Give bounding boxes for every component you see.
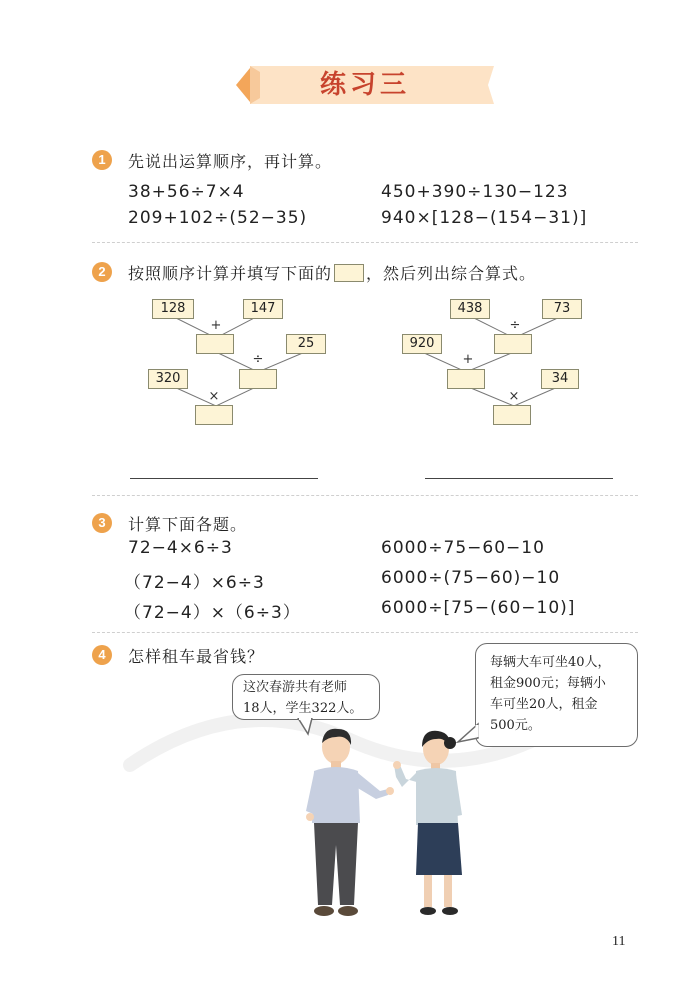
bubble-woman-line-1: 每辆大车可坐40人， (490, 655, 611, 670)
bubble-man-line-2: 18人，学生322人。 (243, 701, 363, 716)
section-2-number: 2 (92, 262, 112, 282)
title-banner (236, 62, 494, 108)
left-op-3: × (208, 389, 220, 404)
left-top-b: 147 (243, 299, 283, 319)
right-top-a: 438 (450, 299, 490, 319)
divider (92, 495, 638, 496)
right-op-1: ÷ (509, 318, 521, 333)
page-number: 11 (612, 934, 626, 949)
section-3-number: 3 (92, 513, 112, 533)
bubble-man-line-1: 这次春游共有老师 (243, 680, 348, 695)
left-op-1: + (210, 318, 222, 333)
section-1-expr-4: 940×[128−(154−31)] (381, 208, 588, 228)
section-3-expr-1: 72−4×6÷3 (128, 538, 233, 558)
section-3-expr-6: 6000÷[75−(60−10)] (381, 598, 576, 618)
right-result-3-box[interactable] (493, 405, 531, 425)
section-1-expr-2: 450+390÷130−123 (381, 182, 569, 202)
right-op-2: + (462, 352, 474, 367)
section-2-prompt-before: 按照顺序计算并填写下面的 (128, 264, 333, 283)
section-3-expr-3: （72−4）×6÷3 (124, 573, 265, 593)
right-mid-a: 920 (402, 334, 442, 354)
left-result-3-box[interactable] (195, 405, 233, 425)
divider (92, 242, 638, 243)
right-low-b: 34 (541, 369, 579, 389)
left-op-2: ÷ (252, 352, 264, 367)
section-2-prompt-after: ，然后列出综合算式。 (366, 264, 537, 283)
left-result-1-box[interactable] (196, 334, 234, 354)
left-top-a: 128 (152, 299, 194, 319)
left-answer-line[interactable] (130, 478, 318, 479)
left-tree-lines (140, 300, 340, 430)
right-result-2-box[interactable] (447, 369, 485, 389)
speech-bubble-woman (475, 643, 638, 747)
page-title: 练习三 (319, 70, 410, 100)
section-1-expr-1: 38+56÷7×4 (128, 182, 245, 202)
left-mid-b: 25 (286, 334, 326, 354)
section-3-expr-5: （72−4）×（6÷3） (124, 603, 301, 623)
section-3-expr-2: 6000÷75−60−10 (381, 538, 545, 558)
section-3-prompt: 计算下面各题。 (128, 515, 248, 534)
bubble-woman-line-2: 租金900元；每辆小 (490, 676, 606, 691)
teacher-woman-illustration (392, 725, 482, 930)
right-top-b: 73 (542, 299, 582, 319)
speech-bubble-man (232, 674, 380, 720)
bubble-woman-line-3: 车可坐20人，租金 (490, 697, 598, 712)
section-2-prompt (128, 261, 536, 284)
inline-empty-box (334, 264, 364, 282)
section-4-prompt: 怎样租车最省钱？ (128, 647, 265, 666)
right-op-3: × (508, 389, 520, 404)
section-1-expr-3: 209+102÷(52−35) (128, 208, 308, 228)
section-3-expr-4: 6000÷(75−60)−10 (381, 568, 561, 588)
right-result-1-box[interactable] (494, 334, 532, 354)
divider (92, 632, 638, 633)
section-1-prompt: 先说出运算顺序，再计算。 (128, 152, 333, 171)
right-answer-line[interactable] (425, 478, 613, 479)
section-1-number: 1 (92, 150, 112, 170)
section-4-number: 4 (92, 645, 112, 665)
left-result-2-box[interactable] (239, 369, 277, 389)
teacher-man-illustration (296, 725, 396, 930)
bubble-woman-line-4: 500元。 (490, 718, 541, 733)
left-low-a: 320 (148, 369, 188, 389)
